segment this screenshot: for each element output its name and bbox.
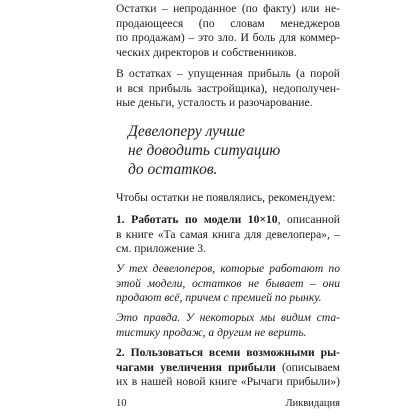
quote-line: не доводить ситуацию — [128, 142, 281, 159]
text-line: продают всё, причем с премией по рынку. — [116, 291, 322, 304]
text-segment: (описываем — [275, 360, 340, 374]
text-line: ческих директоров и собственников. — [116, 45, 297, 59]
page-footer — [116, 397, 340, 410]
text-line: Остатки – непроданное (по факту) или не- — [116, 2, 340, 15]
list-item-line — [116, 346, 340, 361]
text-line: по продажам) – это зло. И боль для коммер- — [116, 31, 340, 44]
text-line: Это правда. У некоторых мы видим ста- — [116, 311, 340, 324]
list-item-heading: 2. Пользоваться всеми возможными ры- — [116, 346, 340, 359]
text-line: и вся прибыль застройщика), недополучен- — [116, 81, 340, 95]
recommendations-intro — [116, 191, 340, 206]
recommendation-item-1 — [116, 213, 340, 257]
text-line: ные деньги, усталость и разочарование. — [116, 96, 313, 109]
quote-line: Девелоперу лучше — [128, 123, 245, 140]
recommendation-item-2 — [116, 346, 340, 390]
text-line: Чтобы остатки не появлялись, рекомендуем: — [116, 191, 336, 204]
italic-comment-2 — [116, 311, 340, 340]
page-number: 10 — [116, 398, 127, 409]
text-line: этой модели, остатков не бывает – они — [116, 276, 340, 290]
text-line: В остатках – упущенная прибыль (а порой — [116, 67, 340, 80]
list-item-line: см. приложение 3. — [116, 242, 206, 255]
text-line: продающееся (по словам менеджеров — [116, 16, 340, 30]
list-item-line — [116, 361, 340, 376]
list-item-line: их в нашей новой книге «Рычаги прибыли») — [116, 375, 340, 388]
running-section-title: Ликвидация — [285, 398, 340, 409]
italic-comment-1 — [116, 262, 340, 306]
list-item-line — [116, 213, 340, 228]
quote-line: до остатков. — [128, 161, 218, 178]
paragraph-leftovers-losses — [116, 67, 340, 111]
list-item-line: в книге «Та самая книга для девелопера», – — [116, 227, 340, 241]
text-line: тистику продаж, а другим не верить. — [116, 325, 307, 339]
list-item-heading: 1. Работать по модели 10×10 — [116, 213, 278, 226]
list-item-heading: чагами увеличения прибыли — [116, 360, 276, 374]
text-segment: , описанной — [277, 213, 340, 226]
text-line: У тех девелоперов, которые работают по — [116, 262, 340, 275]
pull-quote — [128, 122, 340, 179]
paragraph-leftovers-definition — [116, 2, 340, 60]
